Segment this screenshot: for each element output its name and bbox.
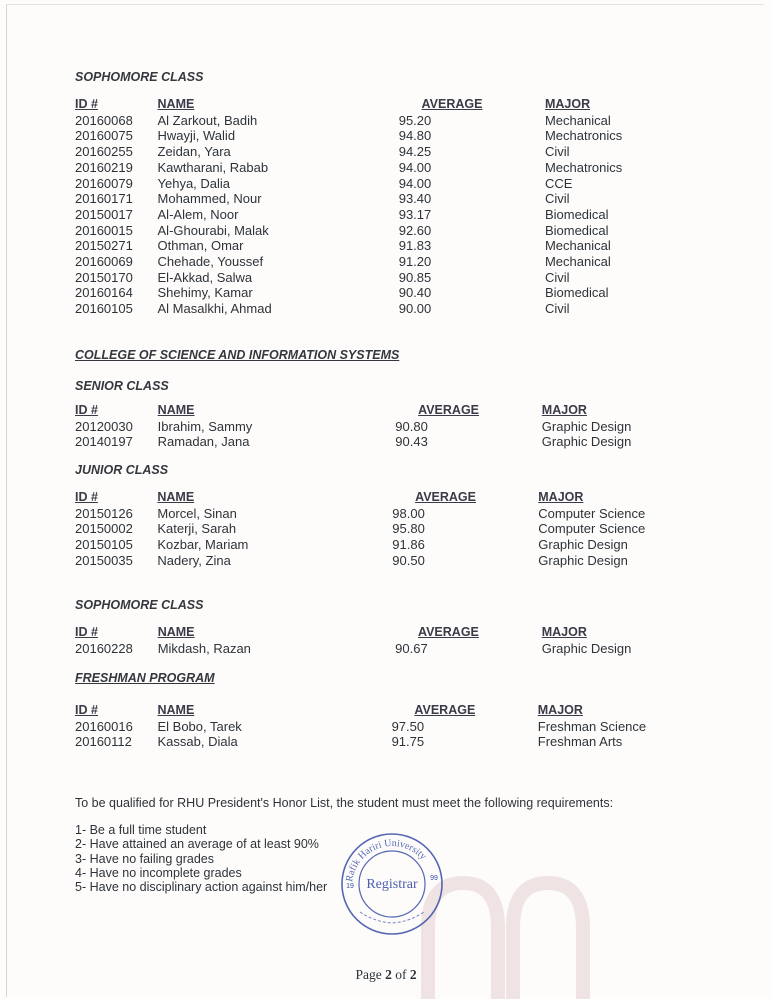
column-header-id <box>75 403 158 419</box>
column-header-id <box>75 97 158 113</box>
cell-average: 93.17 <box>398 206 432 222</box>
cell-average: 92.60 <box>398 222 432 238</box>
cell-major: Civil <box>544 301 570 317</box>
honor-table-sophomore <box>75 97 675 317</box>
cell-average: 91.20 <box>398 254 432 270</box>
cell-major: Biomedical <box>544 222 609 238</box>
cell-name: Chehade, Youssef <box>157 254 264 270</box>
column-header-label: MAJOR <box>541 625 587 639</box>
cell-name: Yehya, Dalia <box>157 175 231 191</box>
cell-average: 90.43 <box>395 434 428 450</box>
cell-name: Othman, Omar <box>157 238 244 254</box>
cell-id: 20160075 <box>75 128 133 144</box>
cell-average: 90.80 <box>395 418 428 434</box>
column-header-label: MAJOR <box>544 97 591 111</box>
freshman-heading: FRESHMAN PROGRAM <box>75 671 215 685</box>
column-header-label: NAME <box>157 403 195 417</box>
cell-average: 94.00 <box>398 175 432 191</box>
column-header-average <box>355 625 542 641</box>
column-header-name <box>158 97 360 113</box>
section-title-junior: JUNIOR CLASS <box>75 463 169 477</box>
cell-id: 20150002 <box>75 521 133 537</box>
cell-name: Al-Ghourabi, Malak <box>157 222 269 238</box>
svg-text:Rafik Hariri University <box>344 838 428 883</box>
cell-id: 20150170 <box>75 269 133 285</box>
column-header-label: NAME <box>157 490 195 504</box>
requirement-item: 1- Be a full time student <box>75 823 207 837</box>
table-header-row <box>75 97 675 113</box>
cell-average: 90.50 <box>392 552 425 568</box>
table-header-row <box>75 490 675 506</box>
honor-table-freshman <box>75 703 675 750</box>
column-header-label: NAME <box>157 703 195 717</box>
cell-major: Biomedical <box>544 206 609 222</box>
table-header-row <box>75 403 675 419</box>
cell-major: Civil <box>544 191 570 207</box>
cell-id: 20150017 <box>75 206 133 222</box>
cell-average: 98.00 <box>392 505 425 521</box>
column-header-name <box>157 703 351 719</box>
requirement-item: 2- Have attained an average of at least 90% <box>75 837 319 852</box>
requirement-item: 5- Have no disciplinary action against him/her <box>75 880 328 895</box>
column-header-label: ID # <box>75 490 98 504</box>
table-row <box>75 434 675 450</box>
cell-id: 20150035 <box>75 552 133 568</box>
table-row <box>75 521 675 537</box>
column-header-average <box>353 490 538 506</box>
cell-average: 95.20 <box>398 112 432 128</box>
column-header-label: AVERAGE <box>421 97 483 111</box>
cell-average: 97.50 <box>391 718 425 734</box>
cell-major: Graphic Design <box>541 640 632 656</box>
cell-average: 90.00 <box>398 301 432 317</box>
cell-id: 20160164 <box>75 285 133 301</box>
column-header-label: AVERAGE <box>418 403 479 417</box>
table-row <box>75 254 675 270</box>
column-header-label: ID # <box>75 703 98 717</box>
column-header-name <box>158 403 356 419</box>
cell-major: Mechanical <box>544 112 611 128</box>
requirements-list <box>75 823 327 894</box>
cell-major: CCE <box>544 175 573 191</box>
column-header-label: NAME <box>157 97 195 111</box>
table-row <box>75 207 675 223</box>
table-header-row <box>75 703 675 719</box>
cell-name: Mikdash, Razan <box>157 640 251 656</box>
column-header-average <box>359 97 545 113</box>
seal-year-right: 99 <box>430 875 438 882</box>
cell-average: 91.83 <box>398 238 432 254</box>
cell-id: 20160016 <box>75 718 133 734</box>
cell-major: Graphic Design <box>541 418 632 434</box>
cell-average: 90.67 <box>395 640 428 656</box>
table-row <box>75 191 675 207</box>
cell-name: El-Akkad, Salwa <box>157 269 253 285</box>
table-row <box>75 270 675 286</box>
column-header-label: MAJOR <box>541 403 587 417</box>
table-row <box>75 160 675 176</box>
table-row <box>75 113 675 129</box>
honor-table-junior <box>75 490 675 569</box>
cell-average: 95.80 <box>392 521 425 537</box>
cell-major: Computer Science <box>538 521 646 537</box>
column-header-label: MAJOR <box>537 703 583 717</box>
column-header-label: AVERAGE <box>414 703 476 717</box>
table-row <box>75 506 675 522</box>
requirement-item: 4- Have no incomplete grades <box>75 865 242 880</box>
column-header-label: ID # <box>75 403 98 417</box>
cell-major: Civil <box>544 144 570 160</box>
cell-major: Computer Science <box>538 505 646 521</box>
cell-id: 20160105 <box>75 301 133 317</box>
cell-average: 91.86 <box>392 537 425 553</box>
cell-average: 93.40 <box>398 191 432 207</box>
cell-id: 20150126 <box>75 505 133 521</box>
seal-year-left: 19 <box>346 883 354 890</box>
requirements-intro: To be qualified for RHU President's Honor List, the student must meet the following requirements: <box>75 796 614 810</box>
cell-name: El Bobo, Tarek <box>157 718 242 734</box>
column-header-label: NAME <box>157 625 195 639</box>
cell-id: 20160112 <box>75 734 132 750</box>
cell-average: 94.25 <box>398 144 432 160</box>
cell-major: Freshman Science <box>537 718 647 734</box>
cell-name: Kassab, Diala <box>157 734 238 750</box>
cell-average: 94.80 <box>398 128 432 144</box>
honor-table-senior <box>75 403 675 450</box>
section-title-sophomore: SOPHOMORE CLASS <box>75 70 204 84</box>
cell-id: 20140197 <box>75 434 133 450</box>
column-header-average <box>352 703 538 719</box>
cell-id: 20160219 <box>75 159 133 175</box>
table-row <box>75 553 675 569</box>
column-header-major <box>538 490 675 506</box>
column-header-major <box>542 625 675 641</box>
cell-id: 20150105 <box>75 537 133 553</box>
cell-name: Morcel, Sinan <box>157 505 237 521</box>
column-header-average <box>355 403 541 419</box>
table-row <box>75 641 675 657</box>
column-header-label: ID # <box>75 97 98 111</box>
cell-major: Freshman Arts <box>537 734 623 750</box>
cell-name: Kawtharani, Rabab <box>157 159 269 175</box>
cell-name: Zeidan, Yara <box>157 144 231 160</box>
cell-average: 90.85 <box>398 269 432 285</box>
honor-table-sophomore-csis <box>75 625 675 656</box>
column-header-name <box>158 625 355 641</box>
table-row <box>75 144 675 160</box>
table-row <box>75 719 675 735</box>
cell-id: 20160015 <box>75 222 133 238</box>
cell-name: Ramadan, Jana <box>157 434 250 450</box>
cell-name: Al Masalkhi, Ahmad <box>157 301 272 317</box>
cell-id: 20160079 <box>75 175 133 191</box>
column-header-id <box>75 490 157 506</box>
table-row <box>75 238 675 254</box>
cell-name: Ibrahim, Sammy <box>157 418 253 434</box>
college-heading: COLLEGE OF SCIENCE AND INFORMATION SYSTEMS <box>75 348 400 362</box>
column-header-label: ID # <box>75 625 98 639</box>
cell-major: Mechanical <box>544 254 611 270</box>
requirement-item: 3- Have no failing grades <box>75 851 214 866</box>
cell-average: 90.40 <box>398 285 432 301</box>
cell-name: Mohammed, Nour <box>157 191 262 207</box>
cell-name: Nadery, Zina <box>157 552 231 568</box>
cell-id: 20160069 <box>75 254 133 270</box>
footer-separator: of <box>391 967 410 982</box>
cell-major: Graphic Design <box>538 552 628 568</box>
cell-id: 20160255 <box>75 144 133 160</box>
footer-page-total: 2 <box>409 967 417 982</box>
cell-id: 20160171 <box>75 191 133 207</box>
column-header-major <box>538 703 675 719</box>
cell-id: 20160228 <box>75 640 133 656</box>
cell-id: 20160068 <box>75 112 133 128</box>
seal-center-text: Registrar <box>366 877 418 892</box>
cell-major: Graphic Design <box>538 537 628 553</box>
column-header-major <box>545 97 675 113</box>
cell-name: Kozbar, Mariam <box>157 537 249 553</box>
table-header-row <box>75 625 675 641</box>
table-row <box>75 419 675 435</box>
table-row <box>75 285 675 301</box>
section-title-sophomore-csis: SOPHOMORE CLASS <box>75 598 204 612</box>
cell-major: Mechatronics <box>544 128 623 144</box>
table-row <box>75 128 675 144</box>
cell-id: 20120030 <box>75 418 133 434</box>
cell-name: Al-Alem, Noor <box>157 206 239 222</box>
cell-major: Mechatronics <box>544 159 623 175</box>
cell-name: Hwayji, Walid <box>157 128 236 144</box>
cell-major: Biomedical <box>544 285 609 301</box>
column-header-id <box>75 625 158 641</box>
column-header-label: AVERAGE <box>418 625 479 639</box>
cell-major: Mechanical <box>544 238 611 254</box>
cell-major: Civil <box>544 269 570 285</box>
cell-id: 20150271 <box>75 238 133 254</box>
column-header-name <box>157 490 352 506</box>
cell-name: Shehimy, Kamar <box>157 285 253 301</box>
cell-average: 94.00 <box>398 159 432 175</box>
section-title-senior: SENIOR CLASS <box>75 379 169 393</box>
seal-top-text: Rafik Hariri University <box>344 837 429 883</box>
page-footer <box>0 967 772 983</box>
column-header-label: AVERAGE <box>415 490 476 504</box>
table-row <box>75 537 675 553</box>
table-row <box>75 223 675 239</box>
cell-major: Graphic Design <box>541 434 632 450</box>
cell-name: Katerji, Sarah <box>157 521 237 537</box>
table-row <box>75 301 675 317</box>
registrar-seal <box>330 826 450 936</box>
column-header-id <box>75 703 157 719</box>
cell-name: Al Zarkout, Badih <box>157 112 258 128</box>
column-header-major <box>542 403 675 419</box>
footer-page-number: 2 <box>385 967 392 982</box>
table-row <box>75 734 675 750</box>
cell-average: 91.75 <box>391 734 425 750</box>
footer-prefix: Page <box>355 967 386 982</box>
column-header-label: MAJOR <box>538 490 584 504</box>
table-row <box>75 176 675 192</box>
